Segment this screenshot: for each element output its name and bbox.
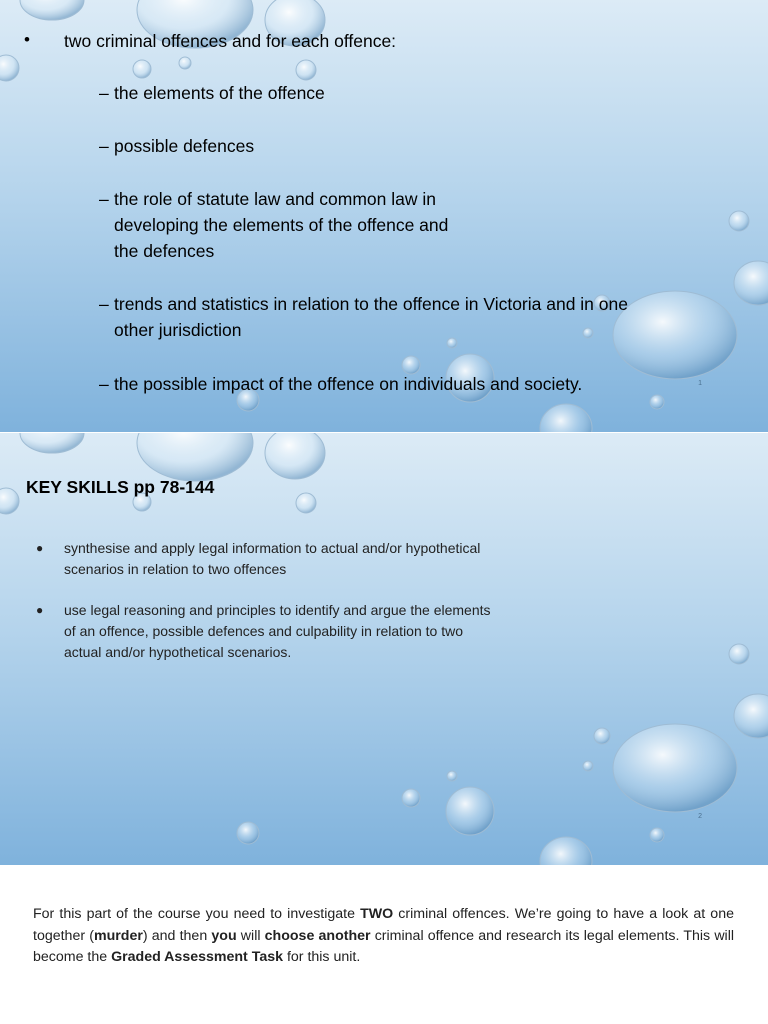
slide1-intro: two criminal offences and for each offence: bbox=[64, 31, 397, 51]
slide-2 bbox=[0, 433, 768, 865]
slide1-item-trends: – trends and statistics in relation to the offence in Victoria and in one other jurisdiction bbox=[99, 294, 628, 340]
slide1-item-impact: – the possible impact of the offence on individuals and society. bbox=[99, 374, 583, 394]
slide2-item-synthesise: ● synthesise and apply legal information to actual and/or hypothetical scenarios in relation to two offences bbox=[36, 540, 481, 577]
slide-number: 1 bbox=[698, 380, 702, 387]
slide2-title: KEY SKILLS pp 78-144 bbox=[26, 477, 215, 497]
slide1-item-defences: – possible defences bbox=[99, 136, 255, 156]
bullet-marker: ● bbox=[36, 603, 44, 617]
slide1-item-role-of-law: – the role of statute law and common law in developing the elements of the offence and the defences bbox=[99, 189, 449, 261]
slide-number: 2 bbox=[698, 813, 702, 820]
slide-1 bbox=[0, 0, 768, 432]
slide1-item-elements: – the elements of the offence bbox=[99, 83, 325, 103]
bullet-marker: • bbox=[24, 30, 30, 49]
slide-notes: For this part of the course you need to investigate TWO criminal offences. We’re going to have a look at one together (murder) and then you will choose another criminal offence and research its legal elements. This will become the Graded Assessment Task for this unit. bbox=[33, 906, 735, 965]
bullet-marker: ● bbox=[36, 541, 44, 555]
slide2-item-legal-reasoning: ● use legal reasoning and principles to identify and argue the elements of an offence, possible defences and culpability in relation to two actual and/or hypothetical scenarios. bbox=[36, 602, 491, 660]
